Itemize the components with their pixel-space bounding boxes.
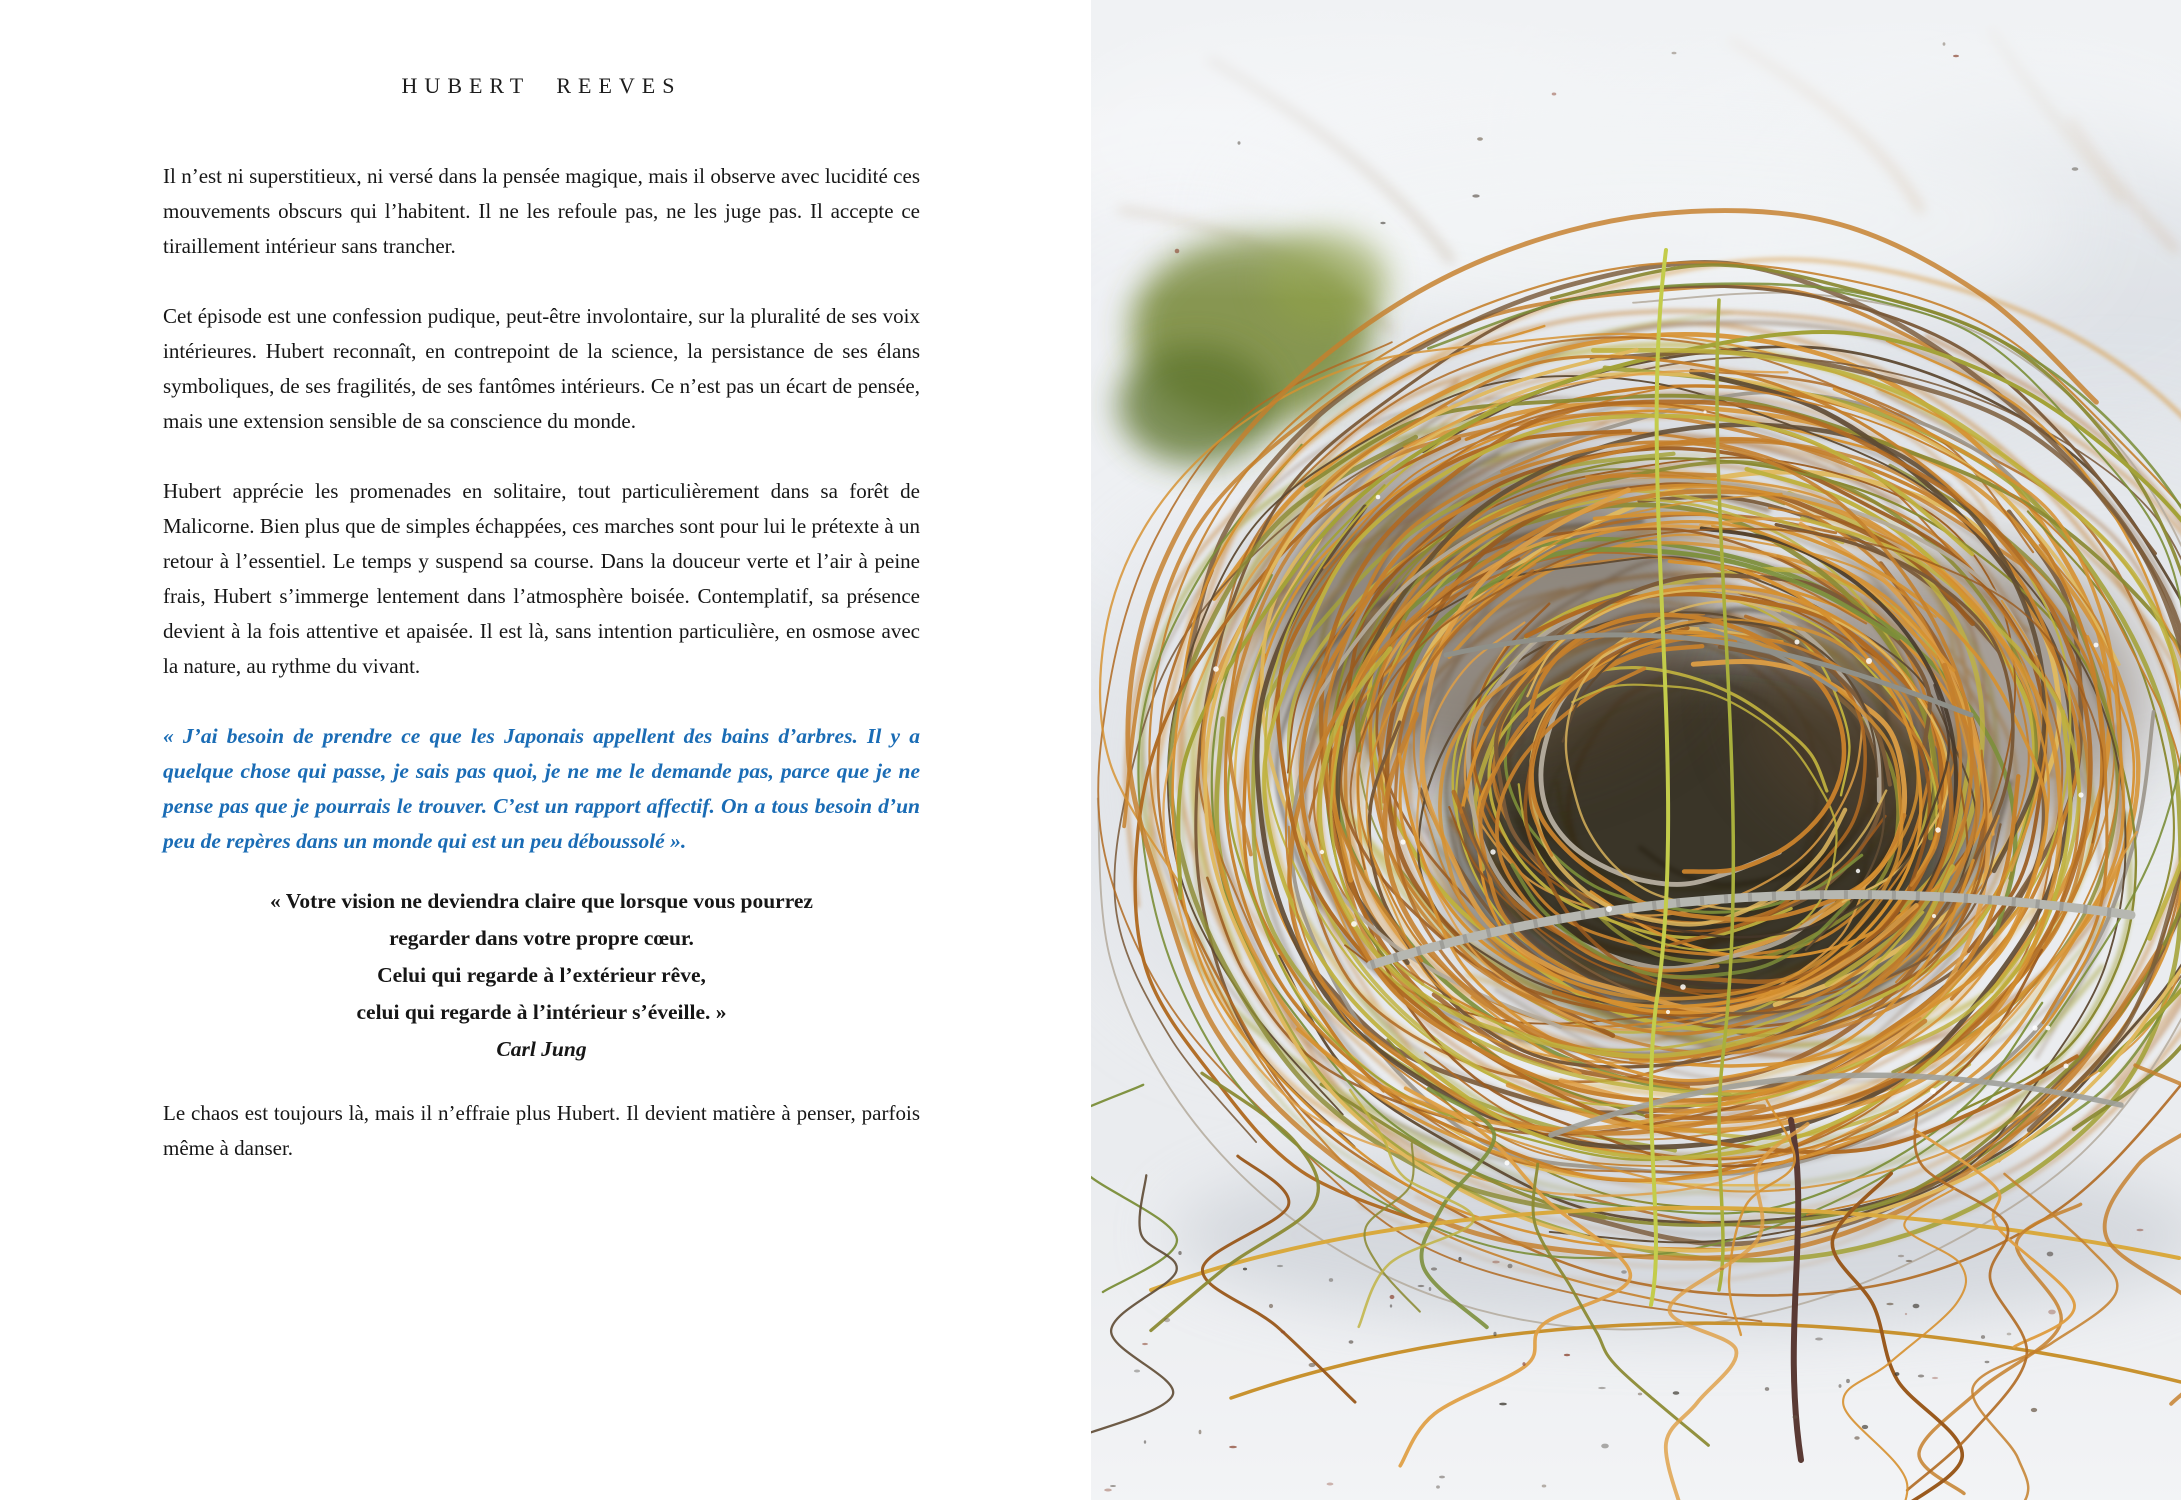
- text-column: [163, 0, 920, 1166]
- carl-jung-quote: [163, 883, 920, 1068]
- body-paragraph: Cet épisode est une confession pudique, peut-être involontaire, sur la pluralité de ses voix intérieures. Hubert reconnaît, en contrepoint de la science, la persistance de ses élans symboliques, de ses fragilités, de ses fantômes intérieurs. Ce n’est pas un écart de pensée, mais une extension sensible de sa conscience du monde.: [163, 304, 920, 433]
- quote-line: celui qui regarde à l’intérieur s’éveille. »: [356, 1000, 727, 1024]
- running-head: HUBERT REEVES: [401, 73, 682, 98]
- body-paragraph: Il n’est ni superstitieux, ni versé dans la pensée magique, mais il observe avec lucidité ces mouvements obscurs qui l’habitent. Il ne les refoule pas, ne les juge pas. Il accepte ce tiraillement intérieur sans trancher.: [163, 164, 920, 258]
- quote-line: regarder dans votre propre cœur.: [389, 926, 694, 950]
- right-page: [1091, 0, 2181, 1500]
- quote-line: Celui qui regarde à l’extérieur rêve,: [377, 963, 706, 987]
- quote-attribution: Carl Jung: [496, 1037, 587, 1061]
- body-paragraph: Hubert apprécie les promenades en solitaire, tout particulièrement dans sa forêt de Malicorne. Bien plus que de simples échappées, ces marches sont pour lui le prétexte à un retour à l’essentiel. Le temps y suspend sa course. Dans la douceur verte et l’air à peine frais, Hubert s’immerge lentement dans l’atmosphère boisée. Contemplatif, sa présence devient à la fois attentive et apaisée. Il est là, sans intention particulière, en osmose avec la nature, au rythme du vivant.: [163, 479, 920, 678]
- quote-line: « Votre vision ne deviendra claire que lorsque vous pourrez: [270, 889, 813, 913]
- closing-paragraph: Le chaos est toujours là, mais il n’effraie plus Hubert. Il devient matière à penser, parfois même à danser.: [163, 1101, 920, 1160]
- hubert-quote-blue: « J’ai besoin de prendre ce que les Japonais appellent des bains d’arbres. Il y a quelque chose qui passe, je sais pas quoi, je ne me le demande pas, parce que je ne pense pas que je pourrais le trouver. C’est un rapport affectif. On a tous besoin d’un peu de repères dans un monde qui est un peu déboussolé ».: [163, 724, 920, 853]
- nest-photo: [1091, 0, 2181, 1500]
